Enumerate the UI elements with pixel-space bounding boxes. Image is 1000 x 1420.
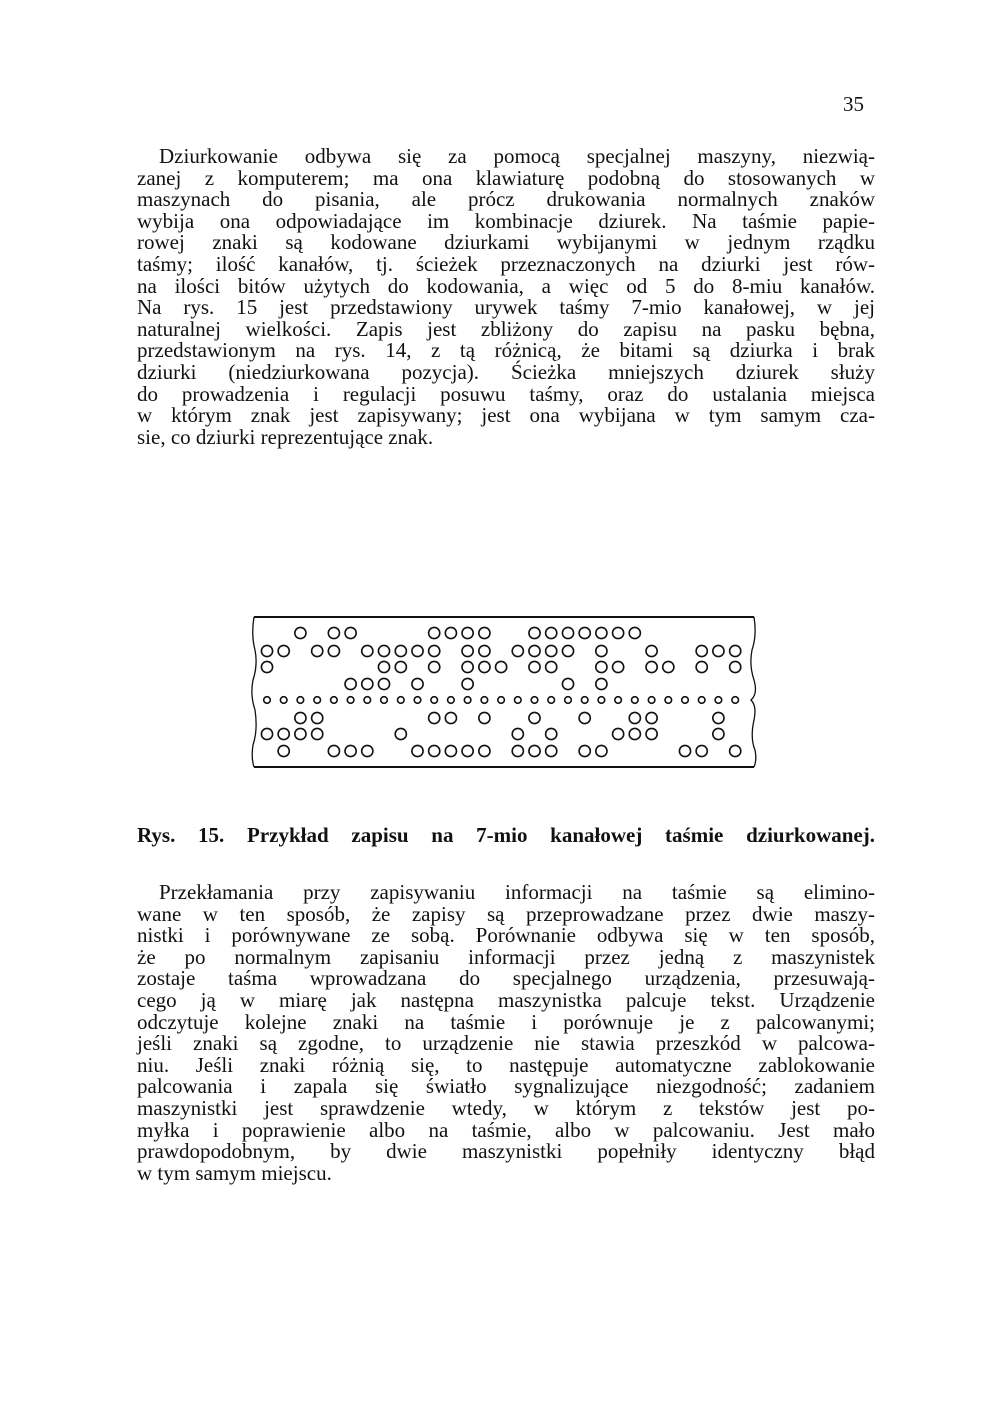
- data-hole: [613, 728, 624, 739]
- sprocket-hole: [414, 697, 421, 704]
- data-hole: [629, 712, 640, 723]
- data-hole: [261, 728, 272, 739]
- data-hole: [679, 745, 690, 756]
- data-hole: [295, 712, 306, 723]
- data-hole: [328, 645, 339, 656]
- text-line: Przekłamania przy zapisywaniu informacji na taśmie są elimino-: [159, 880, 875, 904]
- sprocket-hole: [548, 697, 555, 704]
- data-hole: [362, 678, 373, 689]
- data-hole: [362, 645, 373, 656]
- data-hole: [596, 645, 607, 656]
- data-hole: [412, 745, 423, 756]
- data-hole: [312, 728, 323, 739]
- data-hole: [479, 712, 490, 723]
- text-line: naturalnej wielkości. Zapis jest zbliżony do zapisu na pasku bębna,: [137, 316, 875, 341]
- text-line: że po normalnym zapisaniu informacji przez jedną z maszynistek: [137, 944, 875, 969]
- sprocket-hole: [732, 697, 739, 704]
- data-hole: [546, 627, 557, 638]
- data-hole: [696, 645, 707, 656]
- data-hole: [646, 712, 657, 723]
- figure-caption: Rys. 15. Przykład zapisu na 7-mio kanałowej taśmie dziurkowanej.: [137, 823, 875, 847]
- data-hole: [261, 645, 272, 656]
- data-hole: [378, 678, 389, 689]
- sprocket-hole: [598, 697, 605, 704]
- data-hole: [646, 661, 657, 672]
- paragraph-punching: [137, 146, 875, 448]
- data-hole: [395, 661, 406, 672]
- data-hole: [546, 645, 557, 656]
- sprocket-hole: [698, 697, 705, 704]
- data-hole: [613, 661, 624, 672]
- data-hole: [278, 745, 289, 756]
- sprocket-hole: [297, 697, 304, 704]
- text-line: wane w ten sposób, że zapisy są przeprowadzane przez dwie maszy-: [137, 901, 875, 926]
- data-hole: [696, 745, 707, 756]
- data-hole: [295, 627, 306, 638]
- sprocket-hole: [314, 697, 321, 704]
- data-hole: [412, 678, 423, 689]
- data-hole: [362, 745, 373, 756]
- text-line: palcowania i zapala się światło sygnalizujące niezgodność; zadaniem: [137, 1074, 875, 1099]
- data-hole: [412, 645, 423, 656]
- data-hole: [646, 645, 657, 656]
- punched-tape-figure: [246, 610, 766, 775]
- sprocket-hole: [364, 697, 371, 704]
- sprocket-hole: [381, 697, 388, 704]
- data-hole: [429, 661, 440, 672]
- data-hole: [579, 745, 590, 756]
- sprocket-hole: [347, 697, 354, 704]
- data-hole: [378, 661, 389, 672]
- data-hole: [646, 728, 657, 739]
- sprocket-hole: [515, 697, 522, 704]
- sprocket-hole: [398, 697, 405, 704]
- data-hole: [512, 728, 523, 739]
- data-hole: [562, 678, 573, 689]
- data-hole: [295, 728, 306, 739]
- data-hole: [312, 645, 323, 656]
- data-hole: [445, 745, 456, 756]
- data-hole: [613, 627, 624, 638]
- data-hole: [429, 627, 440, 638]
- data-hole: [395, 645, 406, 656]
- data-hole: [512, 645, 523, 656]
- data-hole: [562, 627, 573, 638]
- data-hole: [462, 661, 473, 672]
- text-line: maszynach do pisania, ale prócz drukowania normalnych znaków: [137, 187, 875, 212]
- data-hole: [596, 661, 607, 672]
- text-line: taśmy; ilość kanałów, tj. ścieżek przeznaczonych na dziurki jest rów-: [137, 251, 875, 276]
- text-line: Dziurkowanie odbywa się za pomocą specjalnej maszyny, niezwią-: [159, 144, 875, 168]
- data-hole: [395, 728, 406, 739]
- tape-outline: [252, 617, 756, 767]
- text-line: do prowadzenia i regulacji posuwu taśmy, oraz do ustalania miejsca: [137, 381, 875, 406]
- data-hole: [462, 678, 473, 689]
- paragraph-verification: [137, 882, 875, 1184]
- data-hole: [529, 645, 540, 656]
- text-line: w tym samym miejscu.: [137, 1160, 332, 1185]
- text-line: w którym znak jest zapisywany; jest ona wybijana w tym samym cza-: [137, 403, 875, 428]
- data-hole: [562, 645, 573, 656]
- data-hole: [345, 678, 356, 689]
- text-line: Na rys. 15 jest przedstawiony urywek taśmy 7-mio kanałowej, w jej: [137, 295, 875, 320]
- sprocket-hole: [498, 697, 505, 704]
- data-hole: [429, 645, 440, 656]
- sprocket-hole: [648, 697, 655, 704]
- data-hole: [596, 745, 607, 756]
- data-hole: [479, 627, 490, 638]
- data-hole: [596, 627, 607, 638]
- sprocket-hole: [565, 697, 572, 704]
- data-hole: [529, 661, 540, 672]
- data-hole: [496, 661, 507, 672]
- data-hole: [445, 627, 456, 638]
- sprocket-hole: [280, 697, 287, 704]
- text-line: odczytuje kolejne znaki na taśmie i porównuje je z palcowanymi;: [137, 1009, 875, 1034]
- sprocket-hole: [331, 697, 338, 704]
- data-hole: [713, 712, 724, 723]
- text-line: jeśli znaki są zgodne, to urządzenie nie stawia przeszkód w palcowa-: [137, 1031, 875, 1056]
- data-hole: [629, 728, 640, 739]
- text-line: przedstawionym na rys. 14, z tą różnicą, że bitami są dziurka i brak: [137, 338, 875, 363]
- data-hole: [546, 745, 557, 756]
- text-line: myłka i poprawienie albo na taśmie, albo w palcowaniu. Jest mało: [137, 1117, 875, 1142]
- data-hole: [529, 745, 540, 756]
- text-line: prawdopodobnym, by dwie maszynistki popełniły identyczny błąd: [137, 1139, 875, 1164]
- data-hole: [345, 745, 356, 756]
- data-hole: [378, 645, 389, 656]
- data-hole: [546, 661, 557, 672]
- sprocket-hole: [665, 697, 672, 704]
- sprocket-hole: [448, 697, 455, 704]
- data-hole: [629, 627, 640, 638]
- data-hole: [429, 712, 440, 723]
- data-hole: [479, 745, 490, 756]
- sprocket-hole: [715, 697, 722, 704]
- data-hole: [345, 627, 356, 638]
- data-hole: [278, 645, 289, 656]
- data-hole: [328, 745, 339, 756]
- data-hole: [462, 645, 473, 656]
- text-line: sie, co dziurki reprezentujące znak.: [137, 424, 434, 449]
- data-hole: [579, 712, 590, 723]
- data-hole: [328, 627, 339, 638]
- text-line: nistki i porównywane ze sobą. Porównanie odbywa się w ten sposób,: [137, 923, 875, 948]
- text-line: maszynistki jest sprawdzenie wtedy, w którym z tekstów jest po-: [137, 1095, 875, 1120]
- data-hole: [261, 661, 272, 672]
- text-line: zostaje taśma wprowadzana do specjalnego urządzenia, przesuwają-: [137, 966, 875, 991]
- data-hole: [663, 661, 674, 672]
- data-hole: [713, 645, 724, 656]
- data-hole: [730, 661, 741, 672]
- text-line: dziurki (niedziurkowana pozycja). Ścieżka mniejszych dziurek służy: [137, 359, 875, 384]
- data-hole: [579, 627, 590, 638]
- sprocket-hole: [615, 697, 622, 704]
- text-line: wybija ona odpowiadające im kombinacje dziurek. Na taśmie papie-: [137, 208, 875, 233]
- sprocket-hole: [632, 697, 639, 704]
- data-hole: [479, 645, 490, 656]
- data-hole: [429, 745, 440, 756]
- data-hole: [445, 712, 456, 723]
- sprocket-hole: [264, 697, 271, 704]
- data-hole: [529, 627, 540, 638]
- text-line: zanej z komputerem; ma ona klawiaturę podobną do stosowanych w: [137, 165, 875, 190]
- data-hole: [730, 745, 741, 756]
- text-line: na ilości bitów użytych do kodowania, a więc od 5 do 8-miu kanałów.: [137, 273, 875, 298]
- data-hole: [462, 745, 473, 756]
- data-hole: [546, 728, 557, 739]
- data-hole: [713, 728, 724, 739]
- sprocket-hole: [682, 697, 689, 704]
- data-hole: [278, 728, 289, 739]
- sprocket-hole: [431, 697, 438, 704]
- data-hole: [512, 745, 523, 756]
- data-hole: [529, 712, 540, 723]
- page-number: 35: [843, 92, 864, 116]
- data-hole: [696, 661, 707, 672]
- text-line: cego ją w miarę jak następna maszynistka palcuje tekst. Urządzenie: [137, 987, 875, 1012]
- data-hole: [312, 712, 323, 723]
- data-hole: [479, 661, 490, 672]
- text-line: rowej znaki są kodowane dziurkami wybijanymi w jednym rządku: [137, 230, 875, 255]
- sprocket-hole: [531, 697, 538, 704]
- data-hole: [596, 678, 607, 689]
- text-line: niu. Jeśli znaki różnią się, to następuje automatyczne zablokowanie: [137, 1052, 875, 1077]
- sprocket-hole: [481, 697, 488, 704]
- tape-holes: [261, 627, 740, 756]
- data-hole: [730, 645, 741, 656]
- sprocket-hole: [464, 697, 471, 704]
- sprocket-hole: [581, 697, 588, 704]
- data-hole: [462, 627, 473, 638]
